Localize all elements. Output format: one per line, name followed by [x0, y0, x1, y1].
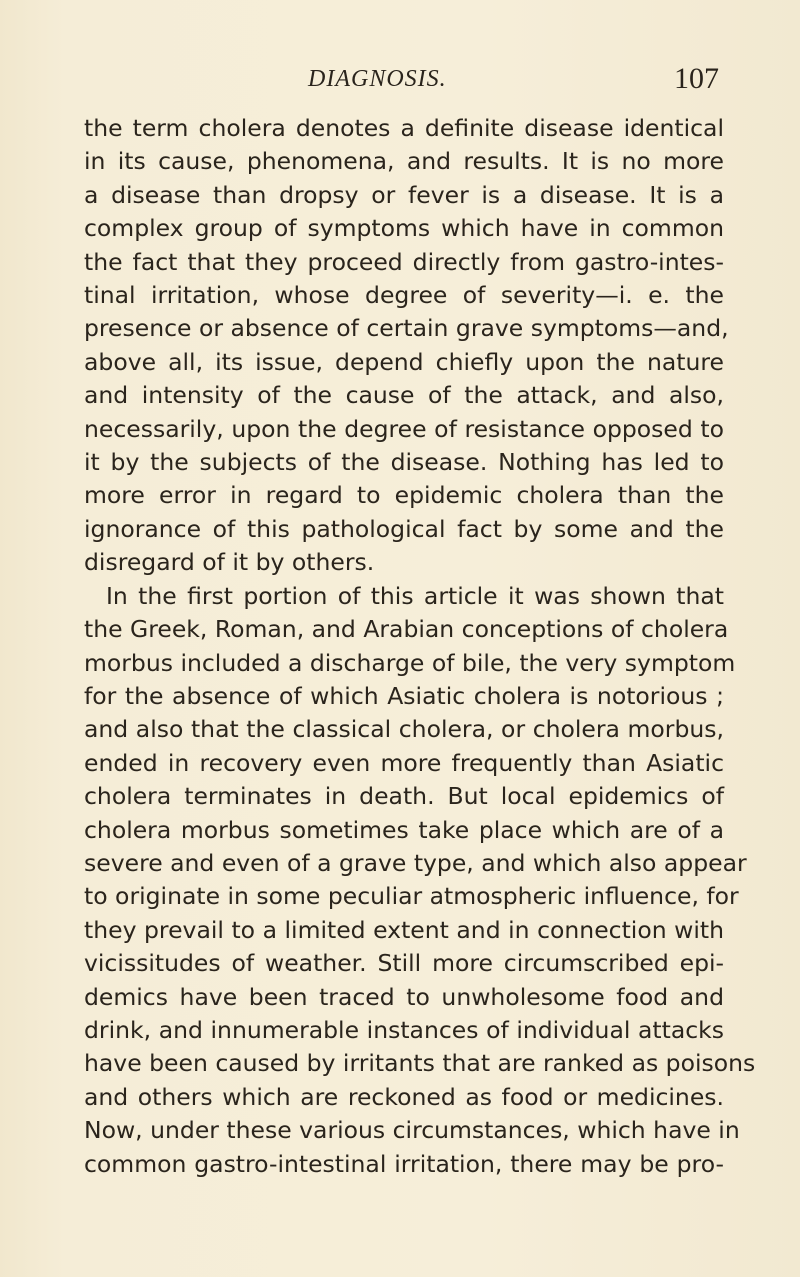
- text-line: severe and even of a grave type, and which also appear: [84, 848, 747, 877]
- text-line: they prevail to a limited extent and in connection with: [84, 915, 724, 944]
- text-line: morbus included a discharge of bile, the very symptom: [84, 648, 736, 677]
- text-line: above all, its issue, depend chiefly upon the nature: [84, 347, 724, 376]
- text-line: for the absence of which Asiatic cholera is notorious ;: [84, 681, 724, 710]
- text-line: Now, under these various circumstances, which have in: [84, 1116, 740, 1145]
- text-line: have been caused by irritants that are ranked as poisons: [84, 1049, 756, 1078]
- paragraph-1: [84, 112, 729, 580]
- text-line: presence or absence of certain grave symptoms—and,: [84, 314, 729, 343]
- text-line: it by the subjects of the disease. Nothing has led to: [84, 448, 724, 477]
- text-line: in its cause, phenomena, and results. It is no more: [84, 147, 724, 176]
- page-header: [0, 62, 800, 102]
- text-line: complex group of symptoms which have in common: [84, 214, 724, 243]
- text-line: the term cholera denotes a definite disease identical: [84, 114, 724, 142]
- text-line: In the first portion of this article it was shown that: [106, 581, 724, 610]
- page-number: 107: [674, 62, 719, 95]
- text-line: to originate in some peculiar atmospheric influence, for: [84, 882, 739, 911]
- text-line: tinal irritation, whose degree of severity—i. e. the: [84, 281, 724, 310]
- text-line: cholera morbus sometimes take place which are of a: [84, 815, 724, 844]
- text-line: the Greek, Roman, and Arabian conceptions of cholera: [84, 615, 729, 644]
- text-line: and also that the classical cholera, or cholera morbus,: [84, 715, 724, 744]
- text-line: common gastro-intestinal irritation, there may be pro-: [84, 1149, 724, 1178]
- text-line: ignorance of this pathological fact by some and the: [84, 514, 724, 543]
- text-line: demics have been traced to unwholesome food and: [84, 982, 724, 1011]
- text-line: ended in recovery even more frequently than Asiatic: [84, 748, 724, 777]
- text-line: and others which are reckoned as food or medicines.: [84, 1082, 724, 1111]
- text-line: and intensity of the cause of the attack, and also,: [84, 381, 724, 410]
- text-line: vicissitudes of weather. Still more circumscribed epi-: [84, 949, 724, 978]
- text-line: the fact that they proceed directly from gastro-intes-: [84, 247, 724, 276]
- body-text: [84, 112, 756, 1181]
- text-line: a disease than dropsy or fever is a disease. It is a: [84, 180, 724, 209]
- text-line: disregard of it by others.: [84, 548, 375, 577]
- paragraph-2: [84, 580, 756, 1181]
- text-line: drink, and innumerable instances of individual attacks: [84, 1015, 724, 1044]
- running-head: DIAGNOSIS.: [308, 66, 447, 92]
- text-line: more error in regard to epidemic cholera than the: [84, 481, 724, 510]
- text-line: necessarily, upon the degree of resistance opposed to: [84, 414, 724, 443]
- text-line: cholera terminates in death. But local epidemics of: [84, 782, 724, 811]
